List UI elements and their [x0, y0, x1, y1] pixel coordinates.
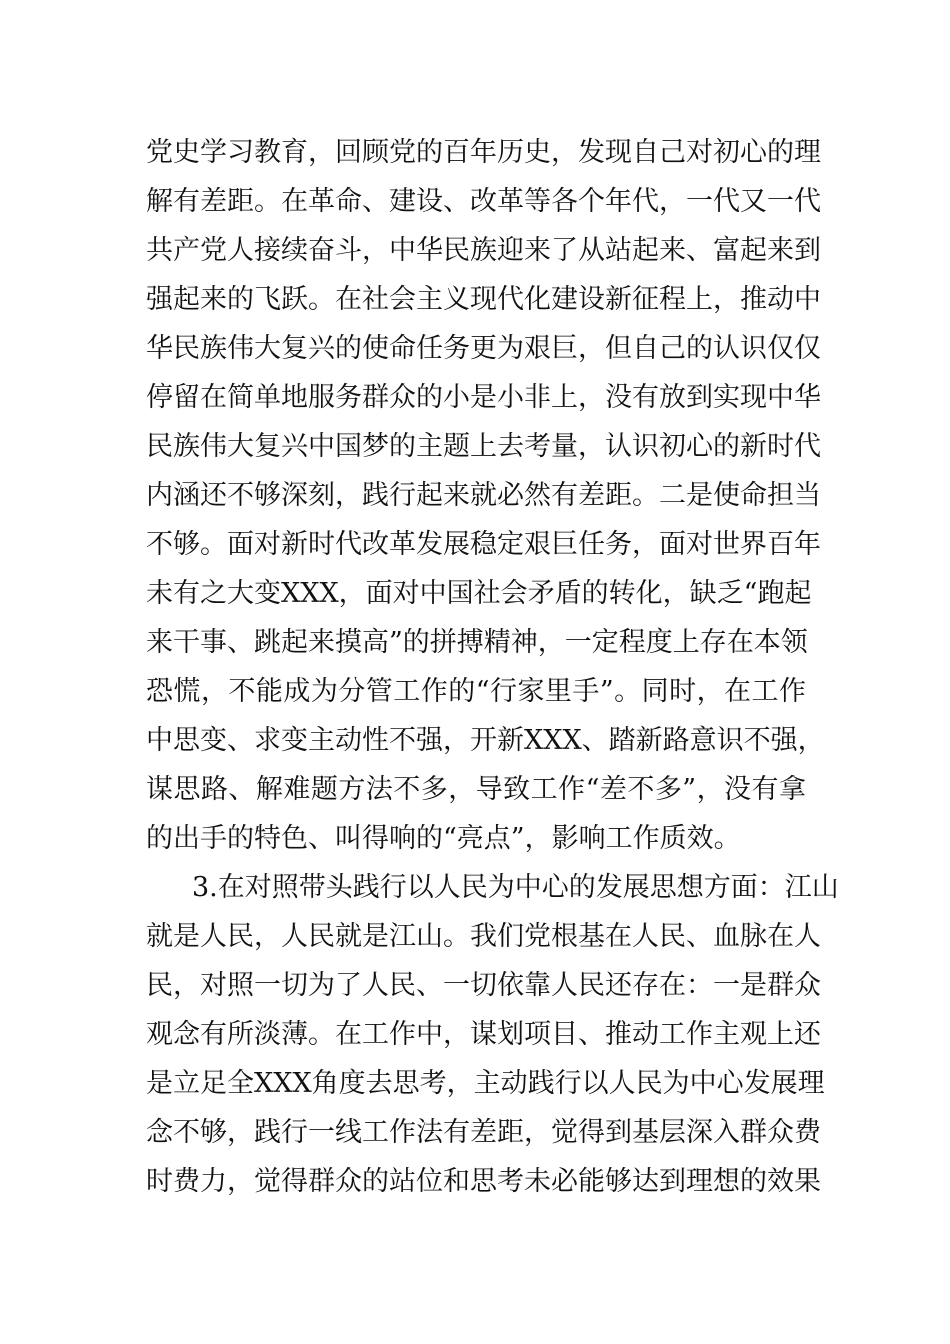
text-line: 念不够，践行一线工作法有差距，觉得到基层深入群众费	[146, 1117, 821, 1148]
text-line: 来干事、跳起来摸高”的拼搏精神，一定程度上存在本领	[146, 627, 808, 658]
text-line: 未有之大变XXX，面对中国社会矛盾的转化，缺乏“跑起	[146, 578, 812, 609]
text-line: 恐慌，不能成为分管工作的“行家里手”。同时，在工作	[146, 676, 806, 707]
text-line: 中思变、求变主动性不强，开新XXX、踏新路意识不强，	[146, 725, 825, 756]
text-line: 停留在简单地服务群众的小是小非上，没有放到实现中华	[146, 382, 821, 413]
text-line: 强起来的飞跃。在社会主义现代化建设新征程上，推动中	[146, 284, 821, 315]
section-heading-line: 3.在对照带头践行以人民为中心的发展思想方面：江山	[192, 872, 839, 903]
text-line: 华民族伟大复兴的使命任务更为艰巨，但自己的认识仅仅	[146, 333, 821, 364]
text-line: 的出手的特色、叫得响的“亮点”，影响工作质效。	[146, 823, 741, 854]
text-line: 民，对照一切为了人民、一切依靠人民还存在：一是群众	[146, 970, 821, 1001]
text-line: 党史学习教育，回顾党的百年历史，发现自己对初心的理	[146, 137, 821, 168]
text-line: 时费力，觉得群众的站位和思考未必能够达到理想的效果	[146, 1166, 821, 1197]
text-line: 就是人民，人民就是江山。我们党根基在人民、血脉在人	[146, 921, 821, 952]
text-line: 内涵还不够深刻，践行起来就必然有差距。二是使命担当	[146, 480, 821, 511]
text-line: 解有差距。在革命、建设、改革等各个年代，一代又一代	[146, 186, 821, 217]
text-line: 谋思路、解难题方法不多，导致工作“差不多”，没有拿	[146, 774, 806, 805]
text-line: 不够。面对新时代改革发展稳定艰巨任务，面对世界百年	[146, 529, 821, 560]
text-line: 是立足全XXX角度去思考，主动践行以人民为中心发展理	[146, 1068, 825, 1099]
text-line: 民族伟大复兴中国梦的主题上去考量，认识初心的新时代	[146, 431, 821, 462]
text-line: 共产党人接续奋斗，中华民族迎来了从站起来、富起来到	[146, 235, 821, 266]
text-line: 观念有所淡薄。在工作中，谋划项目、推动工作主观上还	[146, 1019, 821, 1050]
